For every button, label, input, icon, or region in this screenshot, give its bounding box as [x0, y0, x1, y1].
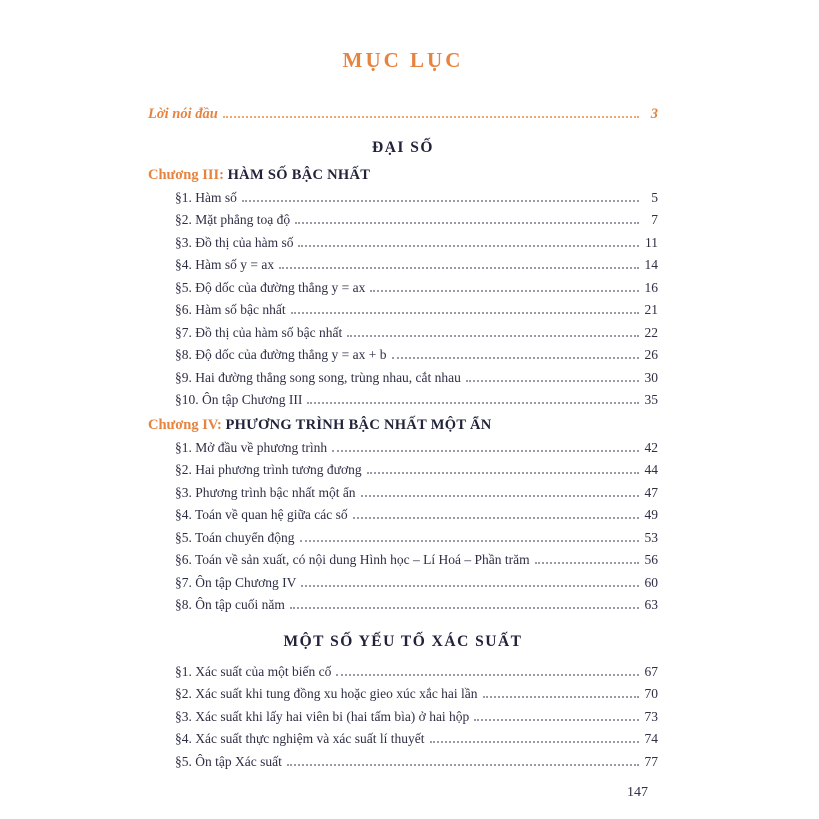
toc-entry: [148, 527, 658, 550]
toc-entry: [148, 437, 658, 460]
toc-entry: [148, 683, 658, 706]
entry-label: §2. Xác suất khi tung đồng xu hoặc gieo xúc xắc hai lần: [175, 686, 478, 701]
toc-entry: [148, 661, 658, 684]
book-page-number: 147: [627, 785, 648, 800]
entry-label: §3. Phương trình bậc nhất một ẩn: [175, 484, 356, 500]
entry-label: §3. Đồ thị của hàm số: [175, 234, 294, 250]
toc-entry: [148, 482, 658, 505]
entry-page-number: 56: [644, 552, 658, 567]
dot-leader: [466, 380, 639, 382]
dot-leader: [392, 357, 639, 359]
chapter-3-items: [148, 187, 658, 412]
chapter-label: Chương IV:: [148, 416, 222, 433]
toc-entry: [148, 344, 658, 367]
foreword-page-number: 3: [650, 106, 658, 122]
toc-entry: [148, 322, 658, 345]
toc-entry: [148, 549, 658, 572]
entry-page-number: 14: [644, 257, 658, 272]
dot-leader: [287, 764, 639, 766]
dot-leader: [361, 495, 639, 497]
dot-leader: [301, 585, 639, 587]
entry-label: §5. Ôn tập Xác suất: [175, 753, 282, 769]
dot-leader: [370, 290, 639, 292]
toc-entry: [148, 254, 658, 277]
entry-page-number: 35: [644, 392, 658, 407]
foreword-label: Lời nói đầu: [148, 106, 218, 122]
entry-page-number: 26: [644, 347, 658, 362]
dot-leader: [353, 517, 639, 519]
entry-page-number: 74: [644, 731, 658, 746]
entry-label: §5. Toán chuyển động: [175, 529, 295, 545]
entry-label: §10. Ôn tập Chương III: [175, 392, 303, 407]
chapter-heading-3: [148, 164, 658, 187]
toc-entry: [148, 232, 658, 255]
dot-leader: [298, 245, 639, 247]
entry-page-number: 11: [645, 234, 658, 250]
entry-label: §5. Độ dốc của đường thẳng y = ax: [175, 279, 366, 295]
entry-page-number: 53: [644, 529, 658, 545]
dot-leader: [300, 540, 639, 542]
entry-page-number: 49: [644, 507, 658, 522]
entry-label: §4. Toán về quan hệ giữa các số: [175, 507, 348, 522]
entry-page-number: 44: [644, 462, 658, 477]
page-title: MỤC LỤC: [342, 48, 464, 72]
toc-entry: [148, 367, 658, 390]
entry-page-number: 42: [644, 439, 658, 455]
entry-label: §1. Hàm số: [175, 189, 237, 205]
section-heading-xac-suat: MỘT SỐ YẾU TỐ XÁC SUẤT: [283, 632, 523, 650]
entry-label: §2. Mặt phẳng toạ độ: [175, 212, 291, 227]
toc-entry: [148, 706, 658, 729]
entry-label: §1. Mở đầu về phương trình: [175, 439, 328, 455]
entry-page-number: 47: [644, 484, 658, 500]
toc-entry: [148, 277, 658, 300]
toc-entry: [148, 751, 658, 774]
dot-leader: [295, 222, 639, 224]
dot-leader: [242, 200, 639, 202]
toc-entry: [148, 459, 658, 482]
dot-leader: [483, 696, 639, 698]
chapter-4-items: [148, 437, 658, 617]
probability-items: [148, 661, 658, 774]
dot-leader: [223, 116, 639, 118]
dot-leader: [332, 450, 639, 452]
chapter-title: PHƯƠNG TRÌNH BẬC NHẤT MỘT ẨN: [225, 416, 492, 433]
dot-leader: [279, 267, 639, 269]
entry-label: §8. Độ dốc của đường thẳng y = ax + b: [175, 347, 387, 362]
chapter-heading-4: [148, 414, 658, 437]
dot-leader: [290, 607, 639, 609]
entry-page-number: 16: [644, 279, 658, 295]
toc-entry-foreword: [148, 103, 658, 126]
entry-label: §2. Hai phương trình tương đương: [175, 462, 362, 477]
entry-page-number: 77: [644, 753, 658, 769]
section-heading-dai-so: ĐẠI SỐ: [372, 138, 434, 156]
chapter-label: Chương III:: [148, 166, 224, 183]
toc-entry: [148, 504, 658, 527]
chapter-title: HÀM SỐ BẬC NHẤT: [227, 166, 371, 183]
entry-label: §3. Xác suất khi lấy hai viên bi (hai tấm bìa) ở hai hộp: [175, 708, 470, 724]
dot-leader: [535, 562, 639, 564]
entry-page-number: 21: [644, 302, 658, 317]
entry-page-number: 5: [651, 189, 658, 205]
entry-page-number: 30: [644, 369, 658, 385]
entry-label: §7. Đồ thị của hàm số bậc nhất: [175, 324, 343, 340]
dot-leader: [291, 312, 639, 314]
entry-label: §6. Toán về sản xuất, có nội dung Hình học – Lí Hoá – Phần trăm: [175, 552, 530, 567]
entry-label: §4. Hàm số y = ax: [175, 257, 275, 272]
toc-entry: [148, 299, 658, 322]
entry-page-number: 67: [644, 663, 658, 679]
entry-page-number: 73: [644, 708, 658, 724]
dot-leader: [367, 472, 639, 474]
entry-page-number: 70: [644, 686, 658, 701]
toc-entry: [148, 594, 658, 617]
entry-label: §8. Ôn tập cuối năm: [175, 597, 285, 612]
entry-page-number: 22: [644, 324, 658, 340]
entry-label: §6. Hàm số bậc nhất: [175, 302, 286, 317]
entry-label: §4. Xác suất thực nghiệm và xác suất lí thuyết: [175, 731, 425, 746]
toc-entry: [148, 187, 658, 210]
dot-leader: [430, 741, 640, 743]
toc-entry: [148, 572, 658, 595]
dot-leader: [307, 402, 639, 404]
dot-leader: [474, 719, 639, 721]
entry-page-number: 63: [644, 597, 658, 612]
entry-label: §7. Ôn tập Chương IV: [175, 574, 297, 590]
dot-leader: [347, 335, 639, 337]
toc-entry: [148, 728, 658, 751]
dot-leader: [336, 674, 639, 676]
toc-entry: [148, 209, 658, 232]
toc-page: [148, 0, 658, 801]
entry-page-number: 7: [651, 212, 658, 227]
entry-label: §1. Xác suất của một biến cố: [175, 663, 332, 679]
toc-entry: [148, 389, 658, 412]
entry-label: §9. Hai đường thẳng song song, trùng nhau, cắt nhau: [175, 369, 461, 385]
entry-page-number: 60: [644, 574, 658, 590]
